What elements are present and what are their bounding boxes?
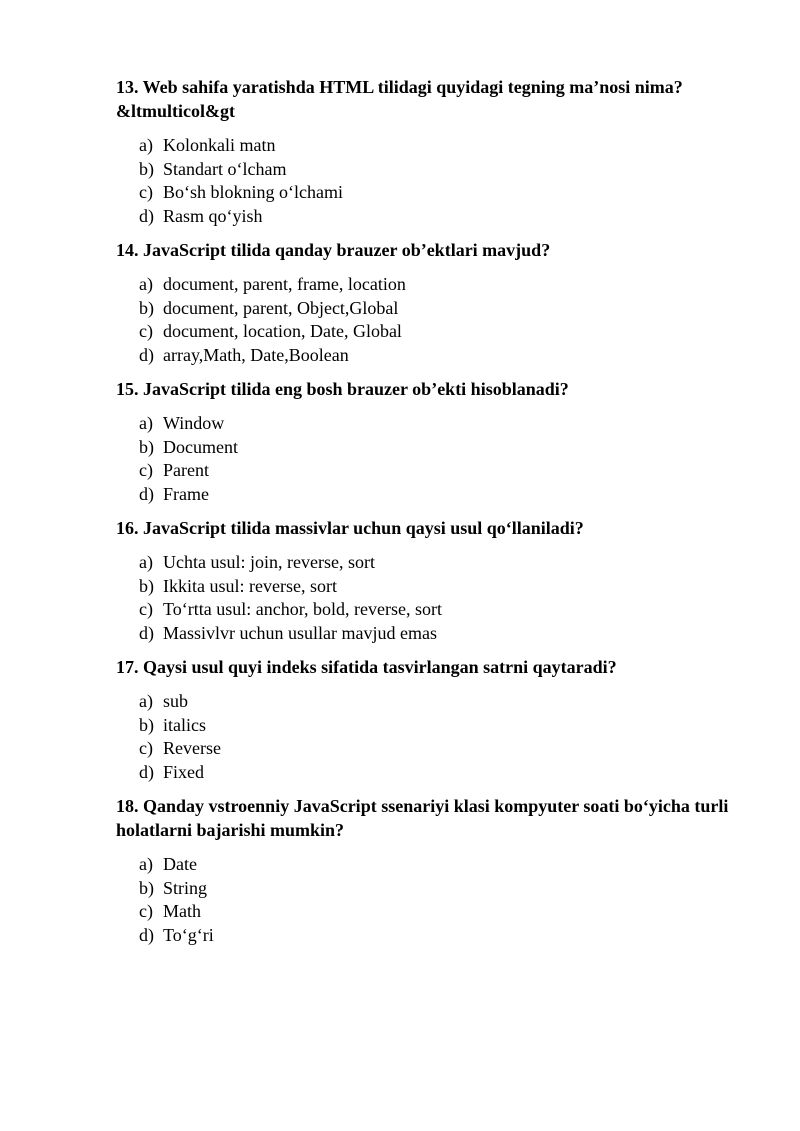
question-15: [116, 377, 736, 506]
option-letter: a): [139, 691, 153, 711]
answer-option: [139, 737, 736, 761]
answer-option: [139, 297, 736, 321]
spacer: [116, 645, 736, 655]
option-letter: d): [139, 761, 154, 782]
option-letter: a): [139, 552, 153, 572]
question-title: 15. JavaScript tilida eng bosh brauzer ob’ekti hisoblanadi?: [116, 379, 569, 399]
option-text: sub: [163, 691, 189, 711]
answer-option: [139, 459, 736, 483]
option-text: Massivlvr uchun usullar mavjud emas: [163, 622, 437, 643]
option-text: Frame: [163, 483, 209, 504]
answer-option: [139, 344, 736, 368]
option-letter: b): [139, 877, 154, 898]
answer-option: [139, 924, 736, 948]
option-text: To‘g‘ri: [163, 924, 214, 945]
answer-option: [139, 320, 736, 344]
spacer: [116, 506, 736, 516]
option-letter: c): [139, 182, 153, 202]
option-letter: a): [139, 274, 153, 294]
spacer: [116, 784, 736, 794]
question-title: 14. JavaScript tilida qanday brauzer ob’ektlari mavjud?: [116, 240, 551, 260]
option-letter: a): [139, 854, 153, 874]
answer-option: [139, 483, 736, 507]
option-text: Document: [163, 436, 238, 457]
answer-option: [139, 575, 736, 599]
option-letter: a): [139, 413, 153, 433]
question-title: 17. Qaysi usul quyi indeks sifatida tasvirlangan satrni qaytaradi?: [116, 657, 617, 677]
option-text: Ikkita usul: reverse, sort: [163, 575, 337, 596]
answer-option: [139, 158, 736, 182]
question-16: [116, 516, 736, 645]
answer-option: [139, 877, 736, 901]
answer-option: [139, 761, 736, 785]
answer-options: [116, 690, 736, 784]
answer-options: [116, 412, 736, 506]
question-title: 13. Web sahifa yaratishda HTML tilidagi quyidagi tegning ma’nosi nima? &ltmulticol&gt: [116, 77, 683, 121]
option-text: Fixed: [163, 761, 205, 782]
answer-option: [139, 598, 736, 622]
answer-option: [139, 205, 736, 229]
option-letter: c): [139, 321, 153, 341]
answer-option: [139, 622, 736, 646]
spacer: [116, 228, 736, 238]
option-text: Kolonkali matn: [163, 135, 276, 155]
option-letter: c): [139, 901, 153, 921]
option-text: Standart o‘lcham: [163, 158, 287, 179]
answer-option: [139, 412, 736, 436]
option-letter: d): [139, 205, 154, 226]
question-17: [116, 655, 736, 784]
option-text: Uchta usul: join, reverse, sort: [163, 552, 375, 572]
answer-option: [139, 273, 736, 297]
option-text: String: [163, 877, 208, 898]
option-text: Math: [163, 901, 201, 921]
option-text: array,Math, Date,Boolean: [163, 344, 349, 365]
option-letter: b): [139, 714, 154, 735]
option-text: document, parent, frame, location: [163, 274, 406, 294]
option-letter: b): [139, 575, 154, 596]
option-letter: d): [139, 622, 154, 643]
option-text: document, parent, Object,Global: [163, 297, 399, 318]
answer-options: [116, 551, 736, 645]
answer-options: [116, 273, 736, 367]
spacer: [116, 367, 736, 377]
option-letter: b): [139, 158, 154, 179]
option-text: Reverse: [163, 738, 221, 758]
option-text: Window: [163, 413, 225, 433]
question-18: [116, 794, 736, 947]
option-letter: c): [139, 599, 153, 619]
answer-option: [139, 900, 736, 924]
option-letter: c): [139, 738, 153, 758]
answer-options: [116, 853, 736, 947]
option-letter: c): [139, 460, 153, 480]
option-letter: d): [139, 483, 154, 504]
option-text: Date: [163, 854, 197, 874]
answer-option: [139, 436, 736, 460]
document-page: [116, 75, 736, 947]
answer-option: [139, 181, 736, 205]
answer-option: [139, 714, 736, 738]
option-letter: b): [139, 297, 154, 318]
question-14: [116, 238, 736, 367]
option-text: Parent: [163, 460, 209, 480]
option-text: Rasm qo‘yish: [163, 205, 263, 226]
answer-option: [139, 134, 736, 158]
option-text: Bo‘sh blokning o‘lchami: [163, 182, 343, 202]
option-text: document, location, Date, Global: [163, 321, 402, 341]
answer-option: [139, 853, 736, 877]
option-letter: b): [139, 436, 154, 457]
option-letter: d): [139, 924, 154, 945]
option-text: To‘rtta usul: anchor, bold, reverse, sort: [163, 599, 442, 619]
question-13: [116, 75, 736, 228]
answer-option: [139, 690, 736, 714]
option-text: italics: [163, 714, 206, 735]
question-title: 16. JavaScript tilida massivlar uchun qaysi usul qo‘llaniladi?: [116, 518, 584, 538]
answer-option: [139, 551, 736, 575]
answer-options: [116, 134, 736, 228]
option-letter: a): [139, 135, 153, 155]
option-letter: d): [139, 344, 154, 365]
question-title: 18. Qanday vstroenniy JavaScript ssenariyi klasi kompyuter soati bo‘yicha turli holatlarni bajarishi mumkin?: [116, 796, 729, 840]
